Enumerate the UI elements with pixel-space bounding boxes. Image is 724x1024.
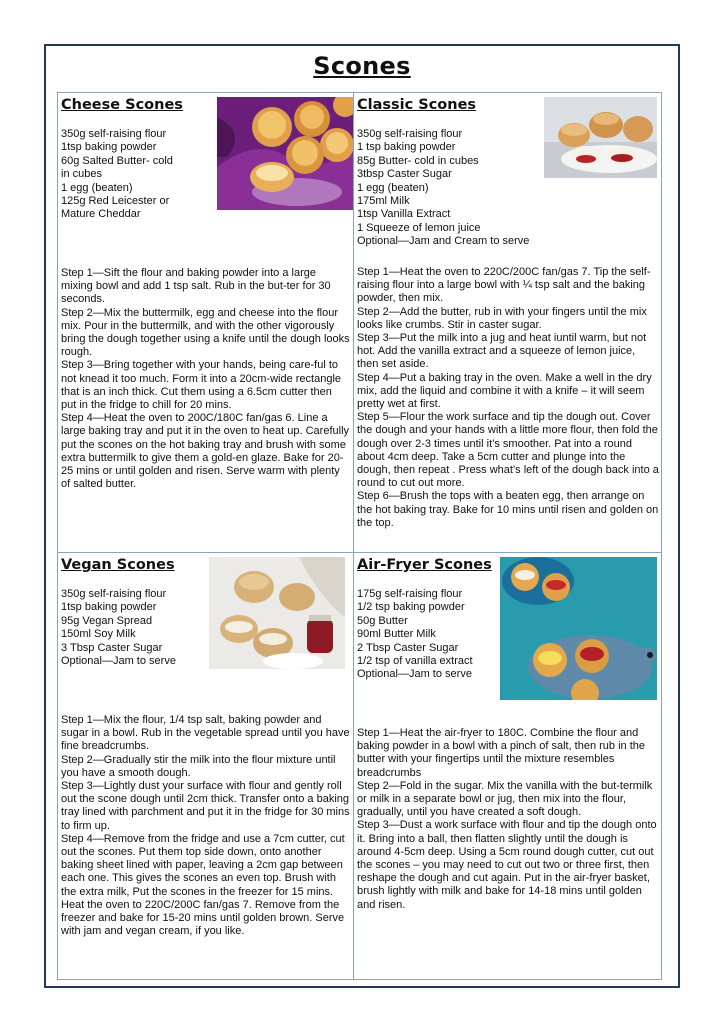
ingredient: 1 tsp baking powder <box>357 141 456 154</box>
grid-divider-horizontal <box>57 552 662 553</box>
ingredient: 3 Tbsp Caster Sugar <box>61 641 163 654</box>
ingredient: Optional—Jam and Cream to serve <box>357 235 530 248</box>
method-steps <box>61 714 350 938</box>
ingredient: in cubes <box>61 168 102 181</box>
ingredient: Optional—Jam to serve <box>357 668 472 681</box>
ingredient: 1 egg (beaten) <box>357 181 429 194</box>
ingredient: 1tsp Vanilla Extract <box>357 208 451 221</box>
method-step: Step 2—Add the butter, rub in with your fingers until the mix looks like crumbs. Stir in caster sugar. <box>357 305 647 331</box>
ingredient-list <box>61 588 176 668</box>
ingredient: 350g self-raising flour <box>61 588 167 600</box>
method-steps <box>357 727 659 912</box>
method-step: Step 4—Put a baking tray in the oven. Make a well in the dry mix, add the liquid and combine it with a knife – it will seem pretty wet at first. <box>357 371 652 411</box>
ingredient: 350g self-raising flour <box>357 128 463 140</box>
ingredient: 60g Salted Butter- cold <box>61 154 173 167</box>
method-step: Step 3—Bring together with your hands, being care-ful to not knead it too much. Form it into a 20cm-wide rectangle that is an inch thick. Cut them using a 6.5cm cutter then put in the fridge to chill for 20 mins. <box>61 359 342 412</box>
recipe-classic <box>357 97 659 549</box>
recipe-title: Classic Scones <box>357 97 477 113</box>
ingredient: 175ml Milk <box>357 195 410 208</box>
ingredient: 2 Tbsp Caster Sugar <box>357 641 459 654</box>
ingredient: 50g Butter <box>357 614 408 627</box>
ingredient: 1/2 tsp of vanilla extract <box>357 655 473 668</box>
ingredient-list <box>357 128 529 249</box>
ingredient: 1/2 tsp baking powder <box>357 601 465 614</box>
method-step: Step 5—Flour the work surface and tip the dough out. Cover the dough and your hands with a little more flour, then fold the dough over 2-3 times until it’s smoother. Pat into a round about 4cm deep. Take a 5cm cutter and plunge into the dough, then repeat . Press what’s left of the dough back into a round to cut out more. <box>357 411 659 490</box>
method-step: Step 1—Heat the air-fryer to 180C. Combine the flour and baking powder in a bowl with a pinch of salt, then rub in the butter with your fingertips until the mixture resembles breadcrumbs <box>357 727 646 779</box>
method-step: Step 3—Lightly dust your surface with flour and gently roll out the scone dough until 2cm thick. Transfer onto a baking tray lined with parchment and put it in the fridge for 30 mins to firm up. <box>61 780 350 832</box>
ingredient: 1 egg (beaten) <box>61 181 133 194</box>
vegan-scones-photo <box>209 557 345 669</box>
recipe-title: Air-Fryer Scones <box>357 557 492 573</box>
ingredient-list <box>61 128 173 222</box>
method-step: Step 1—Mix the flour, 1/4 tsp salt, baking powder and sugar in a bowl. Rub in the vegetable spread until you have fine breadcrumbs. <box>61 714 350 753</box>
ingredient: Mature Cheddar <box>61 208 141 221</box>
ingredient-list <box>357 588 473 682</box>
method-step: Step 4—Heat the oven to 200C/180C fan/gas 6. Line a large baking tray and put it in the oven to heat up. Carefully put the scones on the hot baking tray and brush with some extra buttermilk to give them a gold-en glaze. Bake for 20-25 mins or until golden and risen. Serve warm with plenty of salted butter. <box>61 412 350 491</box>
ingredient: 125g Red Leicester or <box>61 195 170 208</box>
ingredient: 3tbsp Caster Sugar <box>357 168 452 181</box>
ingredient: 1tsp baking powder <box>61 601 157 614</box>
method-step: Step 3—Dust a work surface with flour and tip the dough onto it. Bring into a ball, then flatten slightly until the dough is around 4-5cm deep. Using a 5cm round dough cutter, cut out the scones – you may need to cut out two or three first, then reshape the dough and cut again. Put in the air-fryer basket, brush lightly with milk and bake for 14-18 mins until golden and risen. <box>357 819 657 911</box>
page-title: Scones <box>313 52 411 80</box>
method-step: Step 2—Fold in the sugar. Mix the vanilla with the but-termilk or milk in a separate bowl or jug, then mix into the flour, gradually, until you have created a soft dough. <box>357 779 653 819</box>
cheese-scones-photo <box>217 97 353 210</box>
ingredient: 1 Squeeze of lemon juice <box>357 221 481 234</box>
ingredient: 85g Butter- cold in cubes <box>357 154 479 167</box>
method-step: Step 2—Mix the buttermilk, egg and cheese into the flour mix. Pour in the buttermilk, and with the other vigorously bring the dough together using a knife until the dough looks rough. <box>61 306 350 359</box>
method-step: Step 4—Remove from the fridge and use a 7cm cutter, cut out the scones. Put them top side down, onto another baking sheet lined with paper, leaving a 2cm gap between each one. This gives the scones an even top. Brush with the extra milk, Put the scones in the freezer for 15 mins. Heat the oven to 220C/200C fan/gas 7. Remove from the freezer and bake for 15-20 mins until golden brown. Serve with jam and vegan cream, if you like. <box>61 832 345 938</box>
method-step: Step 1—Sift the flour and baking powder into a large mixing bowl and add 1 tsp salt. Rub in the but-ter for 30 seconds. <box>61 267 331 306</box>
recipe-title: Cheese Scones <box>61 97 183 113</box>
recipe-title: Vegan Scones <box>61 557 175 573</box>
method-step: Step 2—Gradually stir the milk into the flour mixture until you have a smooth dough. <box>61 753 336 779</box>
recipe-airfryer <box>357 557 659 977</box>
ingredient: 350g self-raising flour <box>61 128 167 140</box>
method-step: Step 6—Brush the tops with a beaten egg, then arrange on the hot baking tray. Bake for 10 mins until risen and golden on the top. <box>357 490 659 529</box>
recipe-cheese <box>61 97 350 549</box>
method-steps <box>61 267 350 491</box>
ingredient: 95g Vegan Spread <box>61 614 153 627</box>
method-step: Step 3—Put the milk into a jug and heat iuntil warm, but not hot. Add the vanilla extract and a squeeze of lemon juice, then set aside. <box>357 332 647 371</box>
method-steps <box>357 266 659 530</box>
method-step: Step 1—Heat the oven to 220C/200C fan/gas 7. Tip the self-raising flour into a large bowl with ¼ tsp salt and the baking powder, then mix. <box>357 266 651 305</box>
classic-scones-photo <box>544 97 657 178</box>
recipe-vegan <box>61 557 350 977</box>
ingredient: 150ml Soy Milk <box>61 628 136 641</box>
ingredient: Optional—Jam to serve <box>61 655 176 668</box>
ingredient: 90ml Butter Milk <box>357 628 436 641</box>
grid-divider-vertical <box>353 92 354 980</box>
airfryer-scones-photo <box>500 557 657 700</box>
ingredient: 175g self-raising flour <box>357 588 463 600</box>
ingredient: 1tsp baking powder <box>61 141 157 154</box>
